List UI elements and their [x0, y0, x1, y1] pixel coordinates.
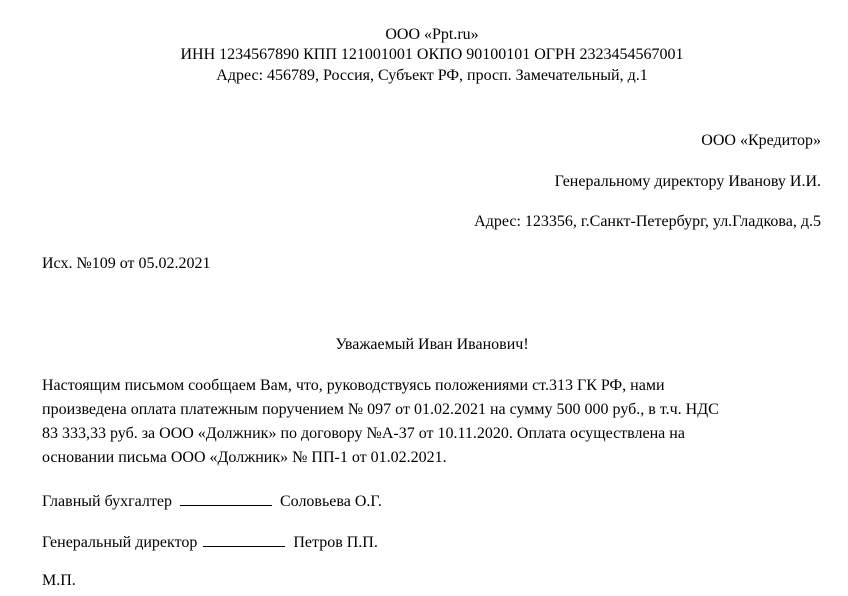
sender-company-name: ООО «Ppt.ru»: [385, 26, 479, 43]
salutation: Уважаемый Иван Иванович!: [335, 336, 529, 353]
stamp-place: М.П.: [42, 572, 76, 589]
signature-name: Петров П.П.: [293, 534, 378, 551]
signature-role: Генеральный директор: [42, 534, 198, 551]
body-line: основании письма ООО «Должник» № ПП-1 от 01.02.2021.: [42, 449, 447, 466]
body-line: Настоящим письмом сообщаем Вам, что, руководствуясь положениями ст.313 ГК РФ, нами: [42, 377, 665, 394]
recipient-person: Генеральному директору Иванову И.И.: [554, 173, 821, 190]
signature-line: [203, 532, 285, 547]
sender-address: Адрес: 456789, Россия, Субъект РФ, просп. Замечательный, д.1: [216, 67, 648, 84]
sender-requisites: ИНН 1234567890 КПП 121001001 ОКПО 90100101 ОГРН 2323454567001: [180, 46, 684, 63]
recipient-address: Адрес: 123356, г.Санкт-Петербург, ул.Гладкова, д.5: [474, 213, 821, 230]
body-line: произведена оплата платежным поручением № 097 от 01.02.2021 на сумму 500 000 руб., в т.ч. НДС: [42, 401, 719, 418]
outgoing-number: Исх. №109 от 05.02.2021: [42, 255, 211, 272]
body-line: 83 333,33 руб. за ООО «Должник» по договору №А-37 от 10.11.2020. Оплата осуществлена на: [42, 425, 685, 442]
signature-general-director: [42, 532, 378, 551]
signature-name: Соловьева О.Г.: [279, 493, 382, 510]
signature-line: [180, 491, 272, 506]
signature-role: Главный бухгалтер: [42, 493, 172, 510]
signature-chief-accountant: [42, 491, 382, 510]
recipient-company: ООО «Кредитор»: [701, 132, 821, 149]
